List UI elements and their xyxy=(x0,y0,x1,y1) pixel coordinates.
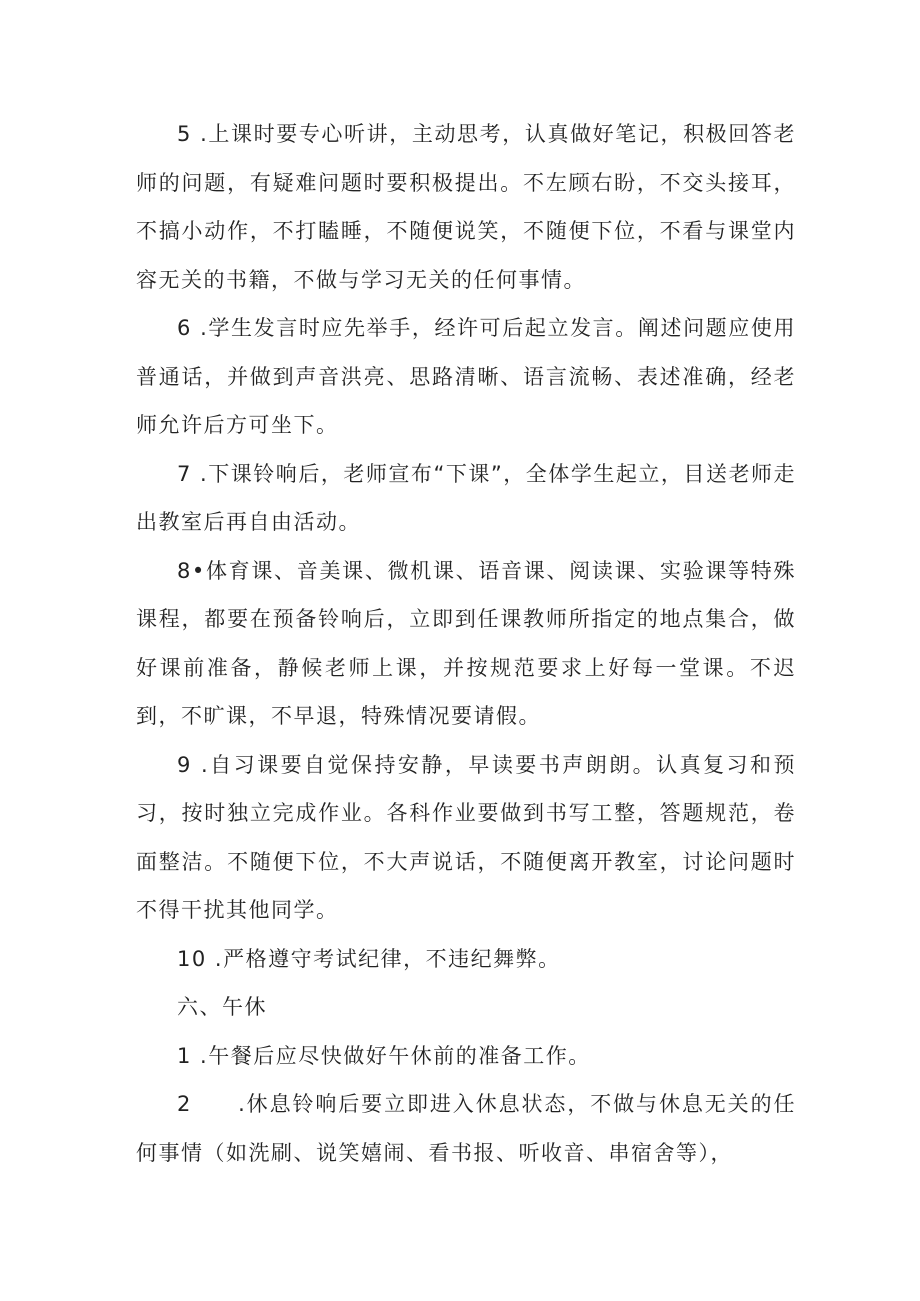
rule-item-7: 7 .下课铃响后，老师宣布“下课”，全体学生起立，目送老师走出教室后再自由活动。 xyxy=(136,461,796,534)
rule-item-10: 10 .严格遵守考试纪律，不违纪舞弊。 xyxy=(177,946,561,971)
rule-item-8: 8•体育课、音美课、微机课、语音课、阅读课、实验课等特殊课程，都要在预备铃响后，立即到任课教师所指定的地点集合，做好课前准备，静候老师上课，并按规范要求上好每一堂课。不迟到，不旷课，不早退，特殊情况要请假。 xyxy=(136,558,796,728)
section-heading-noon-rest: 六、午休 xyxy=(177,995,267,1019)
rule-item-5: 5 .上课时要专心听讲，主动思考，认真做好笔记，积极回答老师的问题，有疑难问题时要积极提出。不左顾右盼，不交头接耳，不搞小动作，不打瞌睡，不随便说笑，不随便下位，不看与课堂内容无关的书籍，不做与学习无关的任何事情。 xyxy=(136,122,796,292)
noon-rest-item-2: 2 .休息铃响后要立即进入休息状态，不做与休息无关的任何事情（如洗刷、说笑嬉闹、看书报、听收音、串宿舍等）， xyxy=(136,1092,796,1165)
noon-rest-item-1: 1 .午餐后应尽快做好午休前的准备工作。 xyxy=(177,1043,591,1068)
document-body xyxy=(136,110,796,1177)
rule-item-9: 9 .自习课要自觉保持安静，早读要书声朗朗。认真复习和预习，按时独立完成作业。各科作业要做到书写工整，答题规范，卷面整洁。不随便下位，不大声说话，不随便离开教室，讨论问题时不得干扰其他同学。 xyxy=(136,752,796,922)
rule-item-6: 6 .学生发言时应先举手，经许可后起立发言。阐述问题应使用普通话，并做到声音洪亮、思路清晰、语言流畅、表述准确，经老师允许后方可坐下。 xyxy=(136,316,796,437)
